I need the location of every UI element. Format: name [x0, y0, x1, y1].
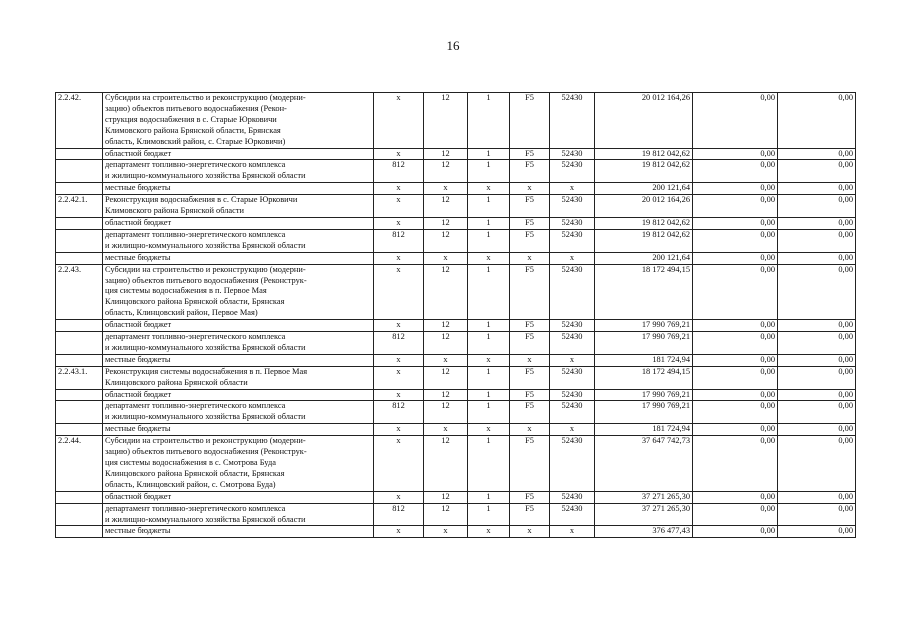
row-number-cell: [56, 503, 103, 526]
code-section-cell: 12: [424, 436, 468, 492]
amount-year1-cell: 200 121,64: [595, 183, 693, 195]
code-program-cell: х: [510, 252, 550, 264]
code-subsection-cell: 1: [468, 503, 510, 526]
code-section-cell: 12: [424, 491, 468, 503]
row-number-cell: [56, 320, 103, 332]
code-expense-cell: х: [550, 183, 595, 195]
row-number-cell: [56, 401, 103, 424]
amount-year2-cell: 0,00: [693, 264, 778, 320]
row-number-cell: [56, 424, 103, 436]
code-grbs-cell: х: [374, 264, 424, 320]
code-expense-cell: 52430: [550, 217, 595, 229]
amount-year3-cell: 0,00: [778, 229, 856, 252]
row-name-cell: местные бюджеты: [103, 252, 374, 264]
row-name-cell: областной бюджет: [103, 491, 374, 503]
amount-year2-cell: 0,00: [693, 503, 778, 526]
code-subsection-cell: 1: [468, 195, 510, 218]
table-row: [56, 320, 856, 332]
row-number-cell: 2.2.42.: [56, 93, 103, 149]
code-program-cell: F5: [510, 401, 550, 424]
code-grbs-cell: х: [374, 217, 424, 229]
code-grbs-cell: 812: [374, 503, 424, 526]
code-subsection-cell: 1: [468, 389, 510, 401]
row-number-cell: [56, 389, 103, 401]
table-row: [56, 252, 856, 264]
row-number-cell: 2.2.42.1.: [56, 195, 103, 218]
amount-year1-cell: 17 990 769,21: [595, 320, 693, 332]
table-row: [56, 160, 856, 183]
amount-year3-cell: 0,00: [778, 252, 856, 264]
code-grbs-cell: 812: [374, 160, 424, 183]
row-name-cell: Реконструкция водоснабжения в с. Старые Юрковичи Климовского района Брянской области: [103, 195, 374, 218]
code-program-cell: х: [510, 424, 550, 436]
code-subsection-cell: 1: [468, 148, 510, 160]
row-number-cell: [56, 148, 103, 160]
code-grbs-cell: х: [374, 252, 424, 264]
budget-table: [55, 92, 856, 538]
code-grbs-cell: х: [374, 93, 424, 149]
code-subsection-cell: 1: [468, 320, 510, 332]
amount-year2-cell: 0,00: [693, 526, 778, 538]
code-section-cell: 12: [424, 503, 468, 526]
row-name-cell: Субсидии на строительство и реконструкцию (модерни- зацию) объектов питьевого водоснабжения (Реконструк- ция системы водоснабжения в п. Первое Мая Клинцовского района Брянской области, Брянская область, Клинцовский район, Первое Мая): [103, 264, 374, 320]
amount-year3-cell: 0,00: [778, 93, 856, 149]
table-row: [56, 436, 856, 492]
code-program-cell: х: [510, 526, 550, 538]
code-expense-cell: 52430: [550, 195, 595, 218]
row-number-cell: [56, 252, 103, 264]
code-expense-cell: 52430: [550, 366, 595, 389]
row-name-cell: департамент топливно-энергетического комплекса и жилищно-коммунального хозяйства Брянской области: [103, 332, 374, 355]
code-subsection-cell: х: [468, 526, 510, 538]
code-program-cell: F5: [510, 148, 550, 160]
code-subsection-cell: 1: [468, 160, 510, 183]
code-grbs-cell: 812: [374, 229, 424, 252]
table-row: [56, 183, 856, 195]
table-row: [56, 526, 856, 538]
code-expense-cell: х: [550, 424, 595, 436]
code-expense-cell: 52430: [550, 491, 595, 503]
code-section-cell: 12: [424, 195, 468, 218]
amount-year2-cell: 0,00: [693, 332, 778, 355]
amount-year3-cell: 0,00: [778, 491, 856, 503]
row-name-cell: областной бюджет: [103, 148, 374, 160]
code-program-cell: F5: [510, 332, 550, 355]
amount-year1-cell: 37 271 265,30: [595, 503, 693, 526]
code-section-cell: 12: [424, 217, 468, 229]
table-row: [56, 195, 856, 218]
amount-year1-cell: 17 990 769,21: [595, 332, 693, 355]
code-grbs-cell: х: [374, 389, 424, 401]
amount-year1-cell: 19 812 042,62: [595, 160, 693, 183]
code-program-cell: F5: [510, 229, 550, 252]
table-row: [56, 503, 856, 526]
table-row: [56, 148, 856, 160]
code-section-cell: 12: [424, 401, 468, 424]
code-section-cell: 12: [424, 93, 468, 149]
table-row: [56, 424, 856, 436]
row-name-cell: Реконструкция системы водоснабжения в п. Первое Мая Клинцовского района Брянской области: [103, 366, 374, 389]
code-grbs-cell: 812: [374, 332, 424, 355]
row-number-cell: 2.2.44.: [56, 436, 103, 492]
amount-year2-cell: 0,00: [693, 436, 778, 492]
row-number-cell: [56, 183, 103, 195]
code-section-cell: 12: [424, 366, 468, 389]
code-program-cell: F5: [510, 264, 550, 320]
amount-year3-cell: 0,00: [778, 436, 856, 492]
row-number-cell: [56, 217, 103, 229]
row-name-cell: областной бюджет: [103, 320, 374, 332]
code-section-cell: 12: [424, 320, 468, 332]
code-expense-cell: 52430: [550, 389, 595, 401]
code-program-cell: F5: [510, 93, 550, 149]
code-program-cell: х: [510, 183, 550, 195]
row-number-cell: 2.2.43.1.: [56, 366, 103, 389]
amount-year3-cell: 0,00: [778, 264, 856, 320]
amount-year3-cell: 0,00: [778, 503, 856, 526]
code-expense-cell: х: [550, 354, 595, 366]
row-name-cell: местные бюджеты: [103, 183, 374, 195]
code-subsection-cell: х: [468, 354, 510, 366]
code-subsection-cell: х: [468, 424, 510, 436]
code-expense-cell: 52430: [550, 332, 595, 355]
amount-year1-cell: 200 121,64: [595, 252, 693, 264]
budget-table-body: [56, 93, 856, 538]
amount-year3-cell: 0,00: [778, 183, 856, 195]
code-expense-cell: х: [550, 526, 595, 538]
table-row: [56, 217, 856, 229]
code-section-cell: х: [424, 354, 468, 366]
code-grbs-cell: х: [374, 183, 424, 195]
amount-year1-cell: 19 812 042,62: [595, 148, 693, 160]
code-expense-cell: 52430: [550, 401, 595, 424]
code-section-cell: 12: [424, 389, 468, 401]
row-name-cell: департамент топливно-энергетического комплекса и жилищно-коммунального хозяйства Брянской области: [103, 401, 374, 424]
row-name-cell: местные бюджеты: [103, 526, 374, 538]
code-section-cell: х: [424, 252, 468, 264]
code-expense-cell: 52430: [550, 148, 595, 160]
code-subsection-cell: 1: [468, 332, 510, 355]
row-name-cell: департамент топливно-энергетического комплекса и жилищно-коммунального хозяйства Брянской области: [103, 229, 374, 252]
amount-year2-cell: 0,00: [693, 160, 778, 183]
code-program-cell: F5: [510, 217, 550, 229]
code-grbs-cell: 812: [374, 401, 424, 424]
code-section-cell: 12: [424, 332, 468, 355]
amount-year3-cell: 0,00: [778, 366, 856, 389]
table-row: [56, 229, 856, 252]
amount-year1-cell: 17 990 769,21: [595, 389, 693, 401]
code-program-cell: F5: [510, 436, 550, 492]
code-subsection-cell: 1: [468, 217, 510, 229]
row-name-cell: департамент топливно-энергетического комплекса и жилищно-коммунального хозяйства Брянской области: [103, 160, 374, 183]
code-expense-cell: 52430: [550, 93, 595, 149]
row-number-cell: [56, 354, 103, 366]
code-subsection-cell: 1: [468, 491, 510, 503]
code-grbs-cell: х: [374, 195, 424, 218]
table-row: [56, 401, 856, 424]
code-program-cell: F5: [510, 491, 550, 503]
code-expense-cell: 52430: [550, 160, 595, 183]
amount-year1-cell: 20 012 164,26: [595, 195, 693, 218]
code-subsection-cell: 1: [468, 229, 510, 252]
amount-year1-cell: 18 172 494,15: [595, 366, 693, 389]
code-section-cell: 12: [424, 160, 468, 183]
code-program-cell: F5: [510, 195, 550, 218]
amount-year1-cell: 19 812 042,62: [595, 217, 693, 229]
amount-year2-cell: 0,00: [693, 229, 778, 252]
amount-year2-cell: 0,00: [693, 491, 778, 503]
code-expense-cell: 52430: [550, 229, 595, 252]
code-program-cell: F5: [510, 160, 550, 183]
code-grbs-cell: х: [374, 491, 424, 503]
code-program-cell: F5: [510, 366, 550, 389]
code-subsection-cell: 1: [468, 93, 510, 149]
row-name-cell: Субсидии на строительство и реконструкцию (модерни- зацию) объектов питьевого водоснабжения (Рекон- струкция водоснабжения в с. Старые Юрковичи Климовского района Брянской области, Брянская область, Климовский район, с. Старые Юрковичи): [103, 93, 374, 149]
row-number-cell: [56, 526, 103, 538]
table-row: [56, 389, 856, 401]
code-expense-cell: 52430: [550, 320, 595, 332]
table-row: [56, 93, 856, 149]
code-subsection-cell: 1: [468, 264, 510, 320]
amount-year3-cell: 0,00: [778, 401, 856, 424]
code-expense-cell: 52430: [550, 436, 595, 492]
amount-year3-cell: 0,00: [778, 320, 856, 332]
amount-year2-cell: 0,00: [693, 389, 778, 401]
amount-year3-cell: 0,00: [778, 217, 856, 229]
code-subsection-cell: 1: [468, 436, 510, 492]
amount-year2-cell: 0,00: [693, 401, 778, 424]
code-grbs-cell: х: [374, 148, 424, 160]
amount-year2-cell: 0,00: [693, 252, 778, 264]
table-row: [56, 354, 856, 366]
amount-year3-cell: 0,00: [778, 160, 856, 183]
amount-year1-cell: 37 647 742,73: [595, 436, 693, 492]
code-section-cell: 12: [424, 148, 468, 160]
code-subsection-cell: х: [468, 183, 510, 195]
amount-year3-cell: 0,00: [778, 354, 856, 366]
amount-year1-cell: 376 477,43: [595, 526, 693, 538]
amount-year2-cell: 0,00: [693, 424, 778, 436]
code-subsection-cell: х: [468, 252, 510, 264]
amount-year3-cell: 0,00: [778, 526, 856, 538]
code-program-cell: х: [510, 354, 550, 366]
row-number-cell: 2.2.43.: [56, 264, 103, 320]
table-row: [56, 491, 856, 503]
code-subsection-cell: 1: [468, 401, 510, 424]
amount-year3-cell: 0,00: [778, 148, 856, 160]
amount-year2-cell: 0,00: [693, 366, 778, 389]
amount-year3-cell: 0,00: [778, 195, 856, 218]
row-name-cell: местные бюджеты: [103, 354, 374, 366]
row-name-cell: Субсидии на строительство и реконструкцию (модерни- зацию) объектов питьевого водоснабжения (Реконструк- ция системы водоснабжения в с. Смотрова Буда Клинцовского района Брянской области, Брянская область, Клинцовский район, с. Смотрова Буда): [103, 436, 374, 492]
code-expense-cell: 52430: [550, 264, 595, 320]
code-section-cell: х: [424, 183, 468, 195]
row-name-cell: областной бюджет: [103, 389, 374, 401]
code-grbs-cell: х: [374, 526, 424, 538]
amount-year1-cell: 181 724,94: [595, 354, 693, 366]
amount-year3-cell: 0,00: [778, 424, 856, 436]
code-program-cell: F5: [510, 503, 550, 526]
code-program-cell: F5: [510, 389, 550, 401]
amount-year2-cell: 0,00: [693, 195, 778, 218]
code-section-cell: х: [424, 424, 468, 436]
amount-year2-cell: 0,00: [693, 217, 778, 229]
amount-year1-cell: 20 012 164,26: [595, 93, 693, 149]
row-number-cell: [56, 160, 103, 183]
row-number-cell: [56, 332, 103, 355]
code-grbs-cell: х: [374, 320, 424, 332]
amount-year1-cell: 18 172 494,15: [595, 264, 693, 320]
code-section-cell: 12: [424, 229, 468, 252]
amount-year1-cell: 19 812 042,62: [595, 229, 693, 252]
code-program-cell: F5: [510, 320, 550, 332]
row-number-cell: [56, 491, 103, 503]
row-name-cell: местные бюджеты: [103, 424, 374, 436]
amount-year2-cell: 0,00: [693, 183, 778, 195]
amount-year1-cell: 181 724,94: [595, 424, 693, 436]
amount-year2-cell: 0,00: [693, 354, 778, 366]
page-number: 16: [446, 38, 460, 53]
code-section-cell: х: [424, 526, 468, 538]
row-name-cell: департамент топливно-энергетического комплекса и жилищно-коммунального хозяйства Брянской области: [103, 503, 374, 526]
code-grbs-cell: х: [374, 436, 424, 492]
code-expense-cell: х: [550, 252, 595, 264]
amount-year3-cell: 0,00: [778, 332, 856, 355]
code-grbs-cell: х: [374, 424, 424, 436]
table-row: [56, 366, 856, 389]
amount-year2-cell: 0,00: [693, 148, 778, 160]
row-name-cell: областной бюджет: [103, 217, 374, 229]
row-number-cell: [56, 229, 103, 252]
code-section-cell: 12: [424, 264, 468, 320]
table-row: [56, 332, 856, 355]
code-grbs-cell: х: [374, 366, 424, 389]
amount-year1-cell: 17 990 769,21: [595, 401, 693, 424]
code-expense-cell: 52430: [550, 503, 595, 526]
code-grbs-cell: х: [374, 354, 424, 366]
amount-year3-cell: 0,00: [778, 389, 856, 401]
amount-year1-cell: 37 271 265,30: [595, 491, 693, 503]
amount-year2-cell: 0,00: [693, 93, 778, 149]
table-row: [56, 264, 856, 320]
amount-year2-cell: 0,00: [693, 320, 778, 332]
code-subsection-cell: 1: [468, 366, 510, 389]
